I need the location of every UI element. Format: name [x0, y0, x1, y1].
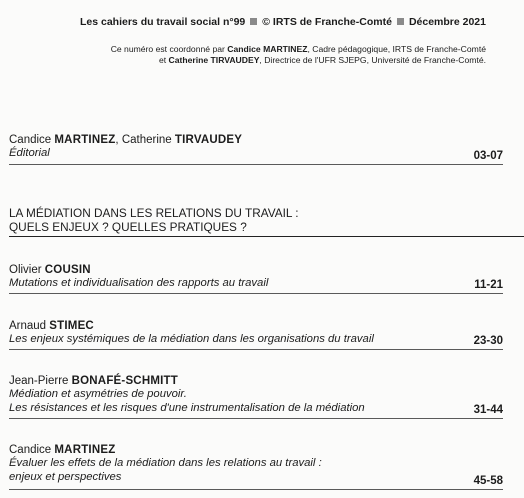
entry-title: Mutations et individualisation des rapports au travail	[9, 277, 269, 289]
toc-entry[interactable]	[9, 319, 503, 350]
section-heading	[9, 206, 524, 237]
entry-pages: 31-44	[473, 404, 503, 416]
entry-author	[9, 374, 503, 388]
journal-issue: Les cahiers du travail social n°99	[79, 16, 246, 28]
coordinator-name: Catherine TIRVAUDEY	[168, 55, 260, 65]
toc-entry-editorial[interactable]	[9, 133, 503, 165]
author-last-name: TIRVAUDEY	[174, 134, 243, 146]
entry-authors	[9, 133, 503, 147]
coordinator-role: , Cadre pédagogique, IRTS de Franche-Comté	[307, 44, 486, 54]
coordinator-name: Candice MARTINEZ	[227, 44, 308, 54]
section-heading-line: QUELS ENJEUX ? QUELLES PRATIQUES ?	[9, 220, 247, 234]
coordination-line-1	[111, 44, 486, 56]
toc-entry[interactable]	[9, 443, 503, 490]
coordination-prefix: et	[158, 55, 167, 65]
entry-title: Éditorial	[9, 147, 50, 159]
entry-title: Évaluer les effets de la médiation dans les relations au travail :	[9, 457, 322, 469]
entry-title: Les résistances et les risques d'une instrumentalisation de la médiation	[9, 401, 365, 414]
entry-title: enjeux et perspectives	[9, 470, 122, 483]
author-last-name: STIMEC	[49, 320, 94, 332]
author-first-name: Olivier	[9, 264, 42, 276]
author-first-name: Jean-Pierre	[9, 375, 69, 387]
masthead	[80, 16, 486, 28]
entry-pages: 45-58	[473, 475, 503, 487]
author-first-name: Arnaud	[9, 320, 47, 332]
entry-title: Les enjeux systémiques de la médiation dans les organisations du travail	[9, 333, 374, 345]
coordination-prefix: Ce numéro est coordonné par	[110, 44, 225, 54]
coordinator-role: , Directrice de l'UFR SJEPG, Université de Franche-Comté.	[259, 55, 486, 65]
entry-pages: 23-30	[473, 335, 503, 347]
author-first-name: Candice	[9, 134, 52, 146]
issue-date: Décembre 2021	[408, 16, 486, 28]
author-last-name: MARTINEZ	[54, 134, 116, 146]
square-bullet-icon	[250, 18, 257, 25]
entry-pages: 11-21	[474, 279, 503, 291]
entry-author	[9, 319, 503, 333]
toc-entry[interactable]	[9, 263, 503, 294]
entry-author	[9, 263, 503, 277]
publisher: © IRTS de Franche-Comté	[262, 16, 392, 28]
author-separator: ,	[115, 134, 119, 146]
author-last-name: BONAFÉ-SCHMITT	[71, 375, 178, 387]
entry-pages: 03-07	[473, 150, 503, 162]
entry-title: Médiation et asymétries de pouvoir.	[9, 388, 187, 400]
section-heading-line: LA MÉDIATION DANS LES RELATIONS DU TRAVAIL :	[9, 206, 299, 220]
author-first-name: Catherine	[121, 134, 172, 146]
author-last-name: MARTINEZ	[54, 444, 116, 456]
square-bullet-icon	[397, 18, 404, 25]
author-last-name: COUSIN	[44, 264, 91, 276]
entry-author	[9, 443, 503, 457]
coordination-line-2	[159, 55, 486, 67]
toc-entry[interactable]	[9, 374, 503, 419]
author-first-name: Candice	[9, 444, 52, 456]
